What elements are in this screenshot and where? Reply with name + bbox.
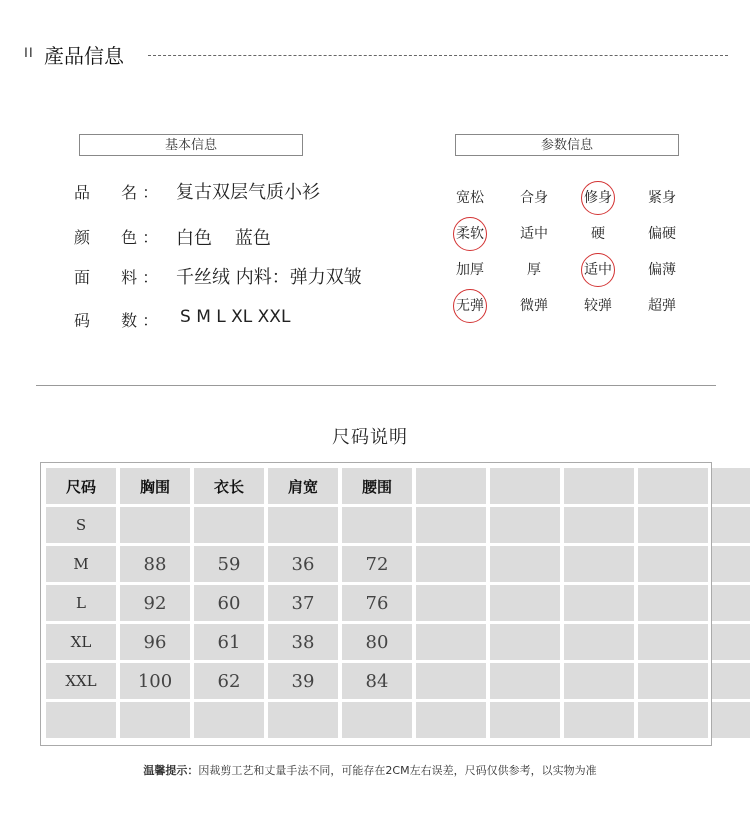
param-cell: 适中 (584, 262, 612, 278)
size-table-cell (342, 702, 412, 738)
section-divider (36, 385, 716, 386)
basic-info-label-char: 数 (121, 311, 138, 330)
basic-info-value-sizes: S M L XL XXL (180, 307, 291, 327)
size-table-cell-text: 92 (143, 592, 167, 614)
size-table-header-cell (342, 468, 412, 504)
size-table-cell-text: 39 (291, 670, 315, 692)
size-table-header-cell (194, 468, 264, 504)
size-table-cell-text: 36 (291, 553, 315, 575)
size-table-cell (416, 624, 486, 660)
basic-info-row-color (74, 225, 158, 248)
size-table-cell-text: 84 (365, 670, 389, 692)
size-table-cell (712, 663, 750, 699)
size-table-cell (268, 585, 338, 621)
size-table-cell-text: 38 (291, 631, 315, 653)
size-table-cell-text: L (76, 594, 86, 612)
size-table-cell-text: 62 (217, 670, 241, 692)
size-table-cell (712, 507, 750, 543)
basic-info-colon: ： (142, 268, 159, 287)
param-cell: 较弹 (584, 298, 612, 314)
size-table-cell (638, 507, 708, 543)
size-table-cell (194, 507, 264, 543)
param-cell: 无弹 (456, 298, 484, 314)
param-cell: 修身 (584, 190, 612, 206)
page-title: 產品信息 (44, 44, 124, 68)
size-tip-label: 温馨提示： (143, 764, 199, 777)
size-table-cell (46, 702, 116, 738)
size-table-header-cell (268, 468, 338, 504)
size-table-cell (120, 507, 190, 543)
size-table-cell (194, 585, 264, 621)
size-table-header-cell (564, 468, 634, 504)
basic-info-label-char: 品 (74, 183, 91, 202)
size-table-cell (120, 546, 190, 582)
size-table-cell (194, 624, 264, 660)
size-table-cell (120, 663, 190, 699)
size-table-cell-text: 88 (143, 553, 167, 575)
size-table-cell (46, 585, 116, 621)
size-tip (0, 762, 740, 778)
basic-info-colon: ： (142, 183, 159, 202)
size-chart-title: 尺码说明 (332, 427, 408, 448)
size-table-cell (490, 585, 560, 621)
size-table-header-cell (490, 468, 560, 504)
size-table-cell (490, 507, 560, 543)
basic-info-value-fabric: 千丝绒 内料：弹力双皱 (176, 267, 362, 288)
size-tip-text: 因裁剪工艺和丈量手法不同，可能存在2CM左右误差，尺码仅供参考，以实物为准 (198, 764, 597, 777)
size-table-cell (268, 624, 338, 660)
size-table-cell (46, 624, 116, 660)
size-table-cell (194, 663, 264, 699)
size-table-cell (268, 507, 338, 543)
param-cell: 适中 (520, 226, 548, 242)
size-table-header-cell (120, 468, 190, 504)
size-table-cell (638, 624, 708, 660)
size-table-cell (342, 663, 412, 699)
size-table-cell (342, 546, 412, 582)
size-table-cell-text: XL (70, 633, 92, 651)
size-table-header-text: 尺码 (65, 477, 96, 496)
size-table-cell-text: 76 (365, 592, 389, 614)
basic-info-label-char: 料 (121, 268, 138, 287)
basic-info-row-fabric (74, 265, 158, 288)
size-table-cell (564, 507, 634, 543)
size-table-cell (638, 546, 708, 582)
size-chart-table (40, 462, 712, 746)
size-table-cell (46, 546, 116, 582)
size-table-cell (490, 546, 560, 582)
size-table-cell (416, 663, 486, 699)
size-table-cell (712, 702, 750, 738)
size-table-header-cell (416, 468, 486, 504)
size-table-cell-text: M (73, 555, 89, 573)
param-cell: 超弹 (648, 298, 676, 314)
size-table-cell (416, 507, 486, 543)
size-table-header-text: 胸围 (139, 477, 170, 496)
size-table-cell (46, 507, 116, 543)
size-table-cell (638, 663, 708, 699)
size-table-cell (490, 663, 560, 699)
basic-info-label-char: 颜 (74, 228, 91, 247)
size-table-cell (194, 546, 264, 582)
size-table-cell-text: 100 (137, 670, 173, 692)
basic-info-value-color: 白色 蓝色 (176, 228, 271, 249)
size-table-cell (46, 663, 116, 699)
size-table-cell-text: 59 (217, 553, 241, 575)
param-info-header: 参数信息 (455, 134, 679, 156)
size-table-cell (564, 585, 634, 621)
size-table-cell-text: 37 (291, 592, 315, 614)
size-table-cell-text: S (75, 516, 87, 534)
size-table-cell (564, 546, 634, 582)
basic-info-row-name (74, 180, 158, 203)
basic-info-colon: ： (142, 311, 159, 330)
size-table-cell (268, 702, 338, 738)
size-table-header-cell (638, 468, 708, 504)
param-cell: 合身 (520, 190, 548, 206)
size-table-cell (268, 546, 338, 582)
size-table-header-cell (46, 468, 116, 504)
size-table-header-text: 肩宽 (287, 477, 318, 496)
size-table-cell (638, 585, 708, 621)
size-table-cell (564, 663, 634, 699)
basic-info-row-sizes (74, 308, 158, 331)
size-table-cell-text: 72 (365, 553, 389, 575)
size-table-cell (416, 546, 486, 582)
size-table-cell (638, 702, 708, 738)
basic-info-header: 基本信息 (79, 134, 303, 156)
size-table-cell-text: XXL (65, 672, 97, 690)
size-table-cell-text: 60 (217, 592, 241, 614)
size-table-cell-text: 61 (217, 631, 241, 653)
size-table-cell (342, 507, 412, 543)
basic-info-label-char: 面 (74, 268, 91, 287)
size-table-cell (120, 702, 190, 738)
size-table-cell (268, 663, 338, 699)
basic-info-label-char: 色 (121, 228, 138, 247)
size-table-cell (712, 624, 750, 660)
size-table-header-text: 腰围 (361, 477, 392, 496)
size-table-cell-text: 80 (365, 631, 389, 653)
header-mark: II (24, 44, 34, 60)
param-cell: 紧身 (648, 190, 676, 206)
basic-info-label-char: 码 (74, 311, 91, 330)
param-cell: 柔软 (456, 226, 484, 242)
param-cell: 硬 (591, 226, 605, 242)
size-table-cell (416, 702, 486, 738)
basic-info-value-name: 复古双层气质小衫 (176, 182, 320, 203)
size-table-cell (120, 624, 190, 660)
param-cell: 加厚 (456, 262, 484, 278)
size-table-cell (416, 585, 486, 621)
size-table-cell (194, 702, 264, 738)
size-table-cell (342, 585, 412, 621)
size-table-cell (120, 585, 190, 621)
basic-info-colon: ： (142, 228, 159, 247)
basic-info-label-char: 名 (121, 183, 138, 202)
size-table-cell (342, 624, 412, 660)
size-table-cell (712, 546, 750, 582)
size-table-cell (490, 624, 560, 660)
param-cell: 宽松 (456, 190, 484, 206)
size-table-header-text: 衣长 (213, 477, 244, 496)
param-cell: 偏硬 (648, 226, 676, 242)
size-table-header-cell (712, 468, 750, 504)
size-table-cell (712, 585, 750, 621)
size-table-cell (564, 624, 634, 660)
header-dashed-line (148, 55, 728, 56)
size-table-cell (564, 702, 634, 738)
param-cell: 微弹 (520, 298, 548, 314)
param-cell: 厚 (527, 262, 541, 278)
size-table-cell (490, 702, 560, 738)
param-cell: 偏薄 (648, 262, 676, 278)
size-table-cell-text: 96 (143, 631, 167, 653)
